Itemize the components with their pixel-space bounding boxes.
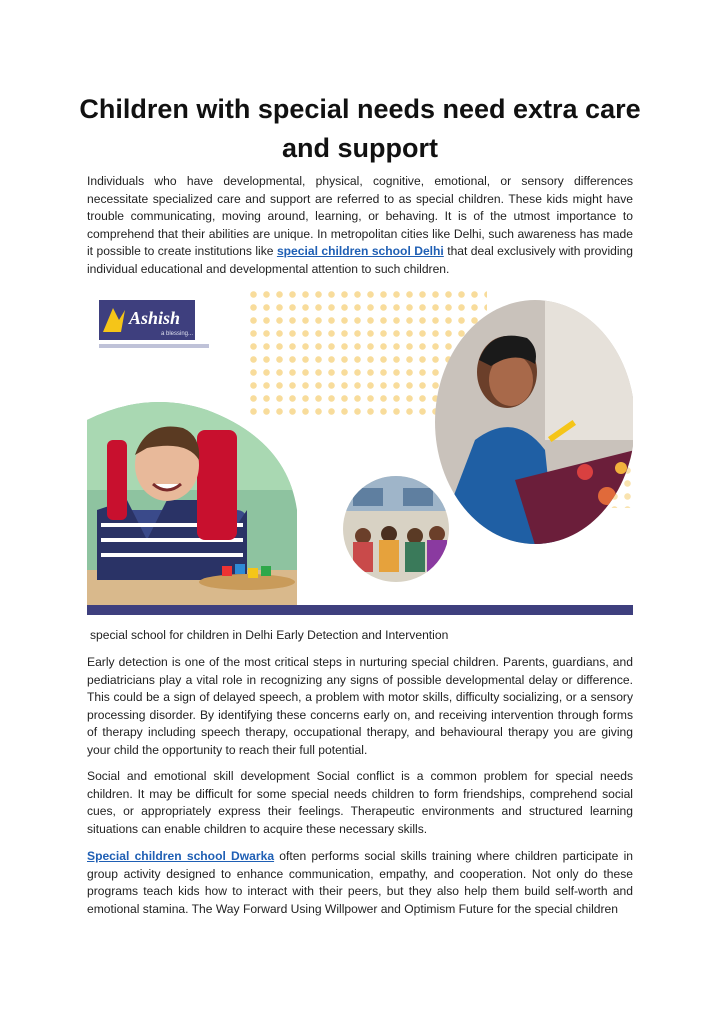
photo-classroom-group <box>343 476 449 582</box>
photo-boy-playing <box>87 400 297 605</box>
social-skills-text: often performs social skills training where children participate in group activity designed to enhance communication, empathy, and cooperation. Not only do these programs teach kids how to interact with their peers, but they also help them build self-worth and emotional stamina. The Way Forward Using Willpower and Optimism Future for the special children <box>87 849 633 916</box>
social-emotional-paragraph: Social and emotional skill development Social conflict is a common problem for special needs children. It may be difficult for some special needs children to form friendships, comprehend social cues, or appropriately express their feelings. Therapeutic environments and structured learning situations can enable children to acquire these necessary skills. <box>87 769 633 836</box>
banner-footer-strip <box>87 605 633 615</box>
logo-subtitle-bar <box>99 344 209 348</box>
ashish-logo-mark <box>99 300 195 340</box>
logo-tagline: a blessing... <box>161 331 194 337</box>
photo-woman-crafting <box>435 300 633 545</box>
special-children-school-dwarka-link[interactable]: Special children school Dwarka <box>87 849 275 863</box>
intro-text-before: Individuals who have developmental, physical, cognitive, emotional, or sensory differences necessitate specialized care and support are referred to as special children. These kids might have trouble communicating, moving around, learning, or behaving. It is of the utmost importance to comprehend that their abilities are unique. In metropolitan cities like Delhi, such awareness has made it possible to create institutions like <box>87 174 633 259</box>
logo-text: Ashish <box>129 308 181 328</box>
special-children-school-delhi-link[interactable]: special children school Delhi <box>276 244 444 259</box>
intro-text-after: that deal exclusively with providing individual educational and developmental attention to such children. <box>87 244 633 276</box>
social-skills-paragraph <box>87 848 633 918</box>
image-caption: special school for children in Delhi Early Detection and Intervention <box>90 628 449 642</box>
page-title: Children with special needs need extra care and support <box>79 94 641 163</box>
banner-image <box>87 288 633 615</box>
early-detection-paragraph: Early detection is one of the most critical steps in nurturing special children. Parents, guardians, and pediatricians play a vital role in recognizing any signs of possible developmental delay or difference. This could be a sign of delayed speech, a problem with motor skills, difficulty socializing, or a sensory processing disorder. By identifying these concerns early on, and receiving intervention through forms of therapy including speech therapy, occupational therapy, and behavioural therapy you are giving your child the opportunity to reach their full potential. <box>87 655 633 757</box>
ashish-logo <box>99 300 195 340</box>
intro-paragraph <box>87 173 633 279</box>
